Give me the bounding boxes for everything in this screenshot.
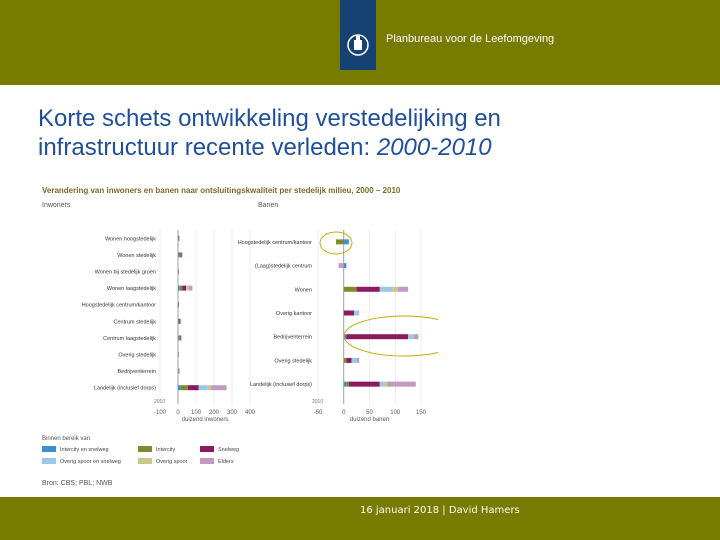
bar-segment <box>179 252 181 257</box>
bar-segment <box>354 311 359 316</box>
legend-swatch <box>42 446 56 452</box>
x-tick-label: 300 <box>226 410 238 416</box>
rijkswapen-logo <box>340 0 376 70</box>
bar-segment <box>346 334 408 339</box>
bar-segment <box>344 287 357 292</box>
bar-segment <box>178 286 180 291</box>
x-tick-label: 50 <box>366 410 373 416</box>
legend-label: Overig spoor en snelweg <box>60 459 121 465</box>
bar-segment <box>181 335 182 340</box>
bar-segment <box>380 287 393 292</box>
bar-segment <box>179 236 180 241</box>
category-label: Wonen hoogstedelijk <box>105 236 156 243</box>
bar-segment <box>179 319 180 324</box>
legend-title: Binnen bereik van <box>42 436 91 442</box>
bar-segment <box>186 286 188 291</box>
category-label: Overig kantoor <box>275 311 312 317</box>
bar-segment <box>336 239 344 244</box>
bar-segment <box>413 334 418 339</box>
title-line-2-text: infrastructuur recente verleden: <box>38 134 377 161</box>
x-tick-label: 100 <box>190 410 202 416</box>
x-tick-label: 0 <box>176 410 180 416</box>
bar-segment <box>385 382 388 387</box>
footer-text: 16 januari 2018 | David Hamers <box>360 505 520 516</box>
category-label: Bedrijventerrein <box>117 369 156 376</box>
x-tick-label: -100 <box>153 410 167 416</box>
bar-segment <box>408 334 413 339</box>
bar-segment <box>351 358 356 363</box>
bar-segment <box>357 358 360 363</box>
title-years: 2000-2010 <box>376 134 492 161</box>
chart-source: Bron: CBS; PBL; NWB <box>42 480 113 487</box>
legend-label: Elders <box>218 459 234 465</box>
bar-segment <box>188 385 199 390</box>
bar-segment <box>179 369 180 374</box>
x-tick-label: 0 <box>342 410 346 416</box>
legend-swatch <box>200 446 214 452</box>
category-label: Bedrijventerrein <box>273 334 312 341</box>
category-label: Wonen <box>294 287 312 294</box>
panel-title-inwoners: Inwoners <box>42 202 71 209</box>
bar-segment <box>346 382 349 387</box>
bar-segment <box>357 287 380 292</box>
bar-segment <box>179 335 180 340</box>
x-tick-label: 150 <box>415 410 427 416</box>
category-label: Overig stedelijk <box>118 352 156 359</box>
category-label: Centrum stedelijk <box>113 319 156 326</box>
title-line-1: Korte schets ontwikkeling verstedelijking en <box>38 105 501 132</box>
bar-segment <box>178 252 179 257</box>
x-tick-label: 200 <box>208 410 220 416</box>
category-label: Centrum laagstedelijk <box>103 335 156 342</box>
x-axis-label: duizend inwoners <box>181 417 229 423</box>
bar-segment <box>344 311 354 316</box>
bar-segment <box>398 287 408 292</box>
bar-segment <box>339 263 344 268</box>
category-label: (Laag)stedelijk centrum <box>254 263 312 270</box>
bar-segment <box>208 385 212 390</box>
bar-segment <box>211 385 226 390</box>
legend-swatch <box>138 458 152 464</box>
header-bar <box>0 0 720 85</box>
bar-segment <box>180 319 181 324</box>
crest-icon <box>345 32 371 58</box>
bar-segment <box>181 252 182 257</box>
title-line-2 <box>38 133 698 162</box>
year-label: 2010 <box>312 399 324 405</box>
x-tick-label: -50 <box>313 410 323 416</box>
bar-segment <box>182 252 183 257</box>
bar-segment <box>188 286 189 291</box>
year-label: 2010 <box>154 399 166 405</box>
bar-segment <box>344 382 347 387</box>
legend-label: Intercity <box>156 447 176 453</box>
legend-label: Snelweg <box>218 447 240 453</box>
category-label: Landelijk (inclusief dorps) <box>93 385 156 392</box>
category-label: Wonen bij stedelijk groen <box>94 269 156 276</box>
x-tick-label: 100 <box>390 410 401 416</box>
bar-segment <box>180 335 181 340</box>
category-label: Hoogstedelijk centrum/kantoor <box>237 239 312 246</box>
bar-segment <box>178 269 179 274</box>
bar-segment <box>178 335 179 340</box>
chart <box>38 182 438 492</box>
brand-name: Planbureau voor de Leefomgeving <box>386 33 555 45</box>
legend-swatch <box>200 458 214 464</box>
category-label: Hoogstedelijk centrum/kantoor <box>81 302 156 309</box>
bar-segment <box>344 239 349 244</box>
bar-segment <box>178 302 179 307</box>
x-axis-label: duizend banen <box>349 417 390 423</box>
x-tick-label: 400 <box>244 410 256 416</box>
bar-segment <box>346 358 351 363</box>
legend-swatch <box>138 446 152 452</box>
bar-segment <box>189 286 193 291</box>
legend-label: Intercity en snelweg <box>60 447 109 453</box>
bar-segment <box>349 382 380 387</box>
bar-segment <box>344 358 347 363</box>
bar-segment <box>178 352 179 357</box>
bar-segment <box>180 286 183 291</box>
bar-segment <box>181 385 188 390</box>
category-label: Wonen laagstedelijk <box>106 286 156 293</box>
footer-bar <box>0 497 720 540</box>
legend-swatch <box>42 458 56 464</box>
panel-title-banen: Banen <box>258 202 279 209</box>
bar-segment <box>344 263 347 268</box>
category-label: Wonen stedelijk <box>117 252 156 259</box>
slide-title <box>38 104 698 162</box>
bar-segment <box>178 385 181 390</box>
bar-segment <box>388 382 416 387</box>
bar-segment <box>380 382 385 387</box>
category-label: Overig stedelijk <box>274 358 312 365</box>
legend-label: Overig spoor <box>156 459 188 465</box>
bar-segment <box>199 385 208 390</box>
bar-segment <box>393 287 398 292</box>
chart-title: Verandering van inwoners en banen naar ontsluitingskwaliteit per stedelijk milieu, 2000 – 2010 <box>42 186 401 195</box>
category-label: Landelijk (inclusief dorps) <box>249 382 312 389</box>
bar-segment <box>183 286 187 291</box>
